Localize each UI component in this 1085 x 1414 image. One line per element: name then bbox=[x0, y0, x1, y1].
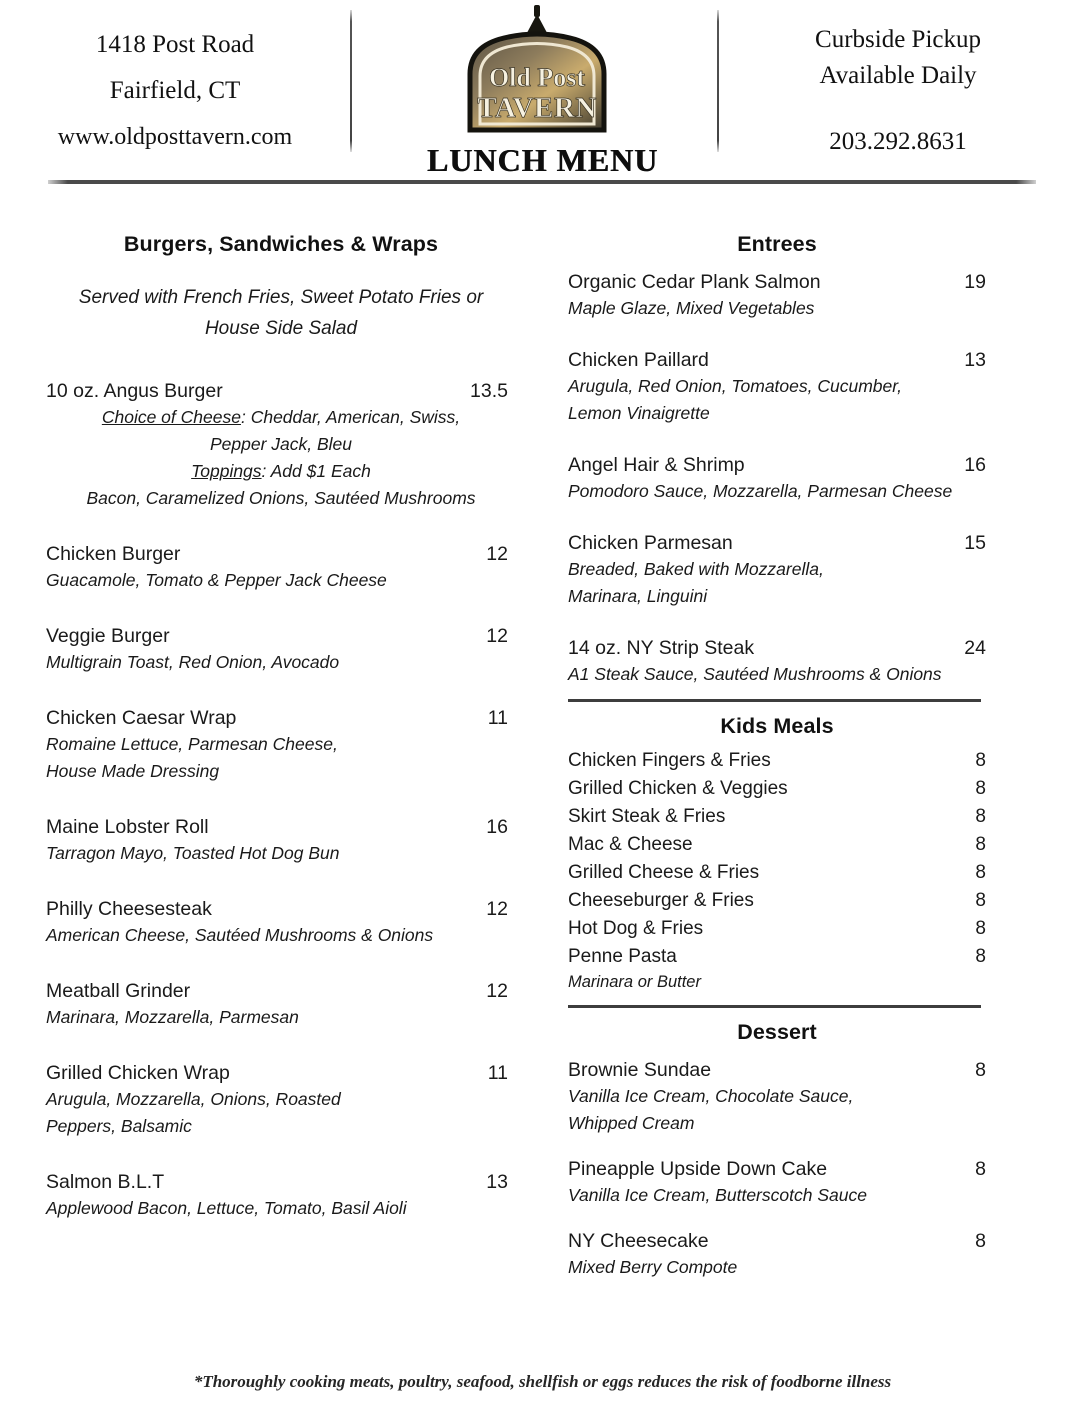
item-price: 8 bbox=[975, 946, 986, 967]
phone-number[interactable]: 203.292.8631 bbox=[829, 128, 967, 155]
item-description: Peppers, Balsamic bbox=[46, 1116, 192, 1136]
menu-item bbox=[568, 1059, 986, 1136]
menu-item-row bbox=[46, 980, 516, 1003]
item-price: 8 bbox=[975, 778, 986, 799]
item-name: Pineapple Upside Down Cake bbox=[568, 1158, 828, 1180]
item-name: Skirt Steak & Fries bbox=[568, 806, 726, 827]
toppings-label: Toppings bbox=[191, 461, 262, 481]
toppings-price: : Add $1 Each bbox=[261, 461, 371, 481]
separator-entrees-kids bbox=[568, 699, 981, 702]
item-name: Chicken Caesar Wrap bbox=[46, 707, 237, 729]
menu-item-row bbox=[568, 532, 986, 555]
section-title-burgers: Burgers, Sandwiches & Wraps bbox=[123, 232, 439, 256]
item-description: Marinara, Mozzarella, Parmesan bbox=[46, 1007, 299, 1027]
menu-item-row bbox=[46, 625, 516, 648]
item-description: American Cheese, Sautéed Mushrooms & Onions bbox=[46, 925, 434, 945]
menu-item bbox=[568, 454, 986, 504]
item-price: 8 bbox=[975, 750, 986, 771]
header-divider-right bbox=[717, 10, 719, 152]
kids-menu-item bbox=[568, 915, 986, 943]
logo-text-line-1: Old Post bbox=[488, 63, 586, 92]
menu-header bbox=[0, 0, 1085, 182]
item-name: Brownie Sundae bbox=[568, 1059, 712, 1081]
website-link[interactable]: www.oldposttavern.com bbox=[57, 124, 293, 150]
menu-item bbox=[46, 980, 516, 1030]
menu-item-row bbox=[46, 816, 516, 839]
item-price: 12 bbox=[486, 543, 508, 565]
left-menu-item-list bbox=[46, 543, 516, 1221]
item-name: Grilled Chicken Wrap bbox=[46, 1062, 230, 1084]
item-name: Penne Pasta bbox=[568, 946, 677, 967]
address-line-2: Fairfield, CT bbox=[109, 77, 241, 104]
item-price: 8 bbox=[975, 834, 986, 855]
item-price: 8 bbox=[975, 1158, 986, 1180]
menu-item-row bbox=[568, 637, 986, 660]
kids-pasta-note: Marinara or Butter bbox=[568, 973, 701, 991]
item-name: Organic Cedar Plank Salmon bbox=[568, 271, 821, 293]
item-description: Guacamole, Tomato & Pepper Jack Cheese bbox=[46, 570, 387, 590]
menu-item bbox=[46, 1171, 516, 1221]
cheese-list: : Cheddar, American, Swiss, bbox=[240, 407, 461, 427]
menu-item bbox=[568, 1158, 986, 1208]
menu-item-row bbox=[46, 898, 516, 921]
kids-menu-item bbox=[568, 943, 986, 971]
item-name: Grilled Chicken & Veggies bbox=[568, 778, 788, 799]
menu-item bbox=[46, 625, 516, 675]
item-name: Chicken Parmesan bbox=[568, 532, 733, 554]
item-name: 14 oz. NY Strip Steak bbox=[568, 637, 755, 659]
item-price: 8 bbox=[975, 890, 986, 911]
column-entrees-kids-dessert bbox=[568, 182, 986, 1280]
item-price: 16 bbox=[486, 816, 508, 838]
item-description: Multigrain Toast, Red Onion, Avocado bbox=[46, 652, 340, 672]
item-name: Cheeseburger & Fries bbox=[568, 890, 754, 911]
item-price: 8 bbox=[975, 918, 986, 939]
pickup-line-2: Available Daily bbox=[819, 62, 977, 89]
item-name: Chicken Burger bbox=[46, 543, 181, 565]
item-price: 11 bbox=[487, 707, 508, 729]
item-name: Salmon B.L.T bbox=[46, 1171, 165, 1193]
menu-item-row bbox=[568, 1158, 986, 1181]
item-price: 8 bbox=[975, 806, 986, 827]
item-price: 15 bbox=[964, 532, 986, 554]
menu-item bbox=[46, 898, 516, 948]
toppings-list: Bacon, Caramelized Onions, Sautéed Mushrooms bbox=[86, 488, 476, 508]
item-description: Vanilla Ice Cream, Butterscotch Sauce bbox=[568, 1185, 867, 1205]
menu-item bbox=[568, 349, 986, 426]
section-title-kids: Kids Meals bbox=[720, 714, 834, 738]
entree-item-list bbox=[568, 271, 986, 687]
served-with-note: Served with French Fries, Sweet Potato Fries or House Side Salad bbox=[78, 287, 484, 339]
kids-item-list bbox=[568, 747, 986, 971]
header-address-block bbox=[30, 22, 320, 160]
item-price: 12 bbox=[486, 625, 508, 647]
dessert-item-list bbox=[568, 1059, 986, 1280]
menu-item-angus-burger bbox=[46, 380, 516, 511]
menu-item-row bbox=[568, 1230, 986, 1253]
header-divider-left bbox=[350, 10, 352, 152]
item-price: 24 bbox=[964, 637, 986, 659]
menu-item-row bbox=[568, 349, 986, 372]
item-cheese-options bbox=[46, 405, 516, 430]
item-description: Romaine Lettuce, Parmesan Cheese, bbox=[46, 734, 338, 754]
item-description: Tarragon Mayo, Toasted Hot Dog Bun bbox=[46, 843, 340, 863]
logo-text-line-2: TAVERN bbox=[477, 92, 597, 124]
item-description: Applewood Bacon, Lettuce, Tomato, Basil Aioli bbox=[46, 1198, 407, 1218]
kids-menu-item bbox=[568, 775, 986, 803]
menu-item-row bbox=[568, 271, 986, 294]
item-description: Arugula, Mozzarella, Onions, Roasted bbox=[46, 1089, 341, 1109]
item-name: 10 oz. Angus Burger bbox=[46, 380, 223, 402]
item-name: Mac & Cheese bbox=[568, 834, 693, 855]
cheese-label: Choice of Cheese bbox=[101, 407, 241, 427]
item-price: 16 bbox=[964, 454, 986, 476]
item-toppings-options bbox=[46, 459, 516, 484]
item-description: A1 Steak Sauce, Sautéed Mushrooms & Onions bbox=[568, 664, 942, 684]
item-price: 12 bbox=[486, 898, 508, 920]
menu-item-row bbox=[46, 543, 516, 566]
page-title: LUNCH MENU bbox=[426, 142, 659, 178]
menu-item bbox=[568, 637, 986, 687]
menu-item-row bbox=[46, 707, 516, 730]
item-price: 12 bbox=[486, 980, 508, 1002]
item-price: 11 bbox=[487, 1062, 508, 1084]
menu-item bbox=[46, 816, 516, 866]
item-description: Pomodoro Sauce, Mozzarella, Parmesan Cheese bbox=[568, 481, 953, 501]
item-price: 8 bbox=[975, 1059, 986, 1081]
item-name: Philly Cheesesteak bbox=[46, 898, 212, 920]
item-description: Breaded, Baked with Mozzarella, bbox=[568, 559, 824, 579]
menu-item-row bbox=[46, 1171, 516, 1194]
item-description: Maple Glaze, Mixed Vegetables bbox=[568, 298, 815, 318]
item-description: Arugula, Red Onion, Tomatoes, Cucumber, bbox=[568, 376, 902, 396]
item-name: Meatball Grinder bbox=[46, 980, 191, 1002]
section-title-dessert: Dessert bbox=[737, 1020, 817, 1044]
kids-menu-item bbox=[568, 831, 986, 859]
item-name: Grilled Cheese & Fries bbox=[568, 862, 760, 883]
menu-item bbox=[46, 1062, 516, 1139]
item-price: 8 bbox=[975, 1230, 986, 1252]
item-name: Maine Lobster Roll bbox=[46, 816, 209, 838]
kids-menu-item bbox=[568, 887, 986, 915]
item-name: NY Cheesecake bbox=[568, 1230, 709, 1252]
menu-item bbox=[568, 532, 986, 609]
item-price: 13 bbox=[486, 1171, 508, 1193]
kids-menu-item bbox=[568, 747, 986, 775]
footer-disclaimer: *Thoroughly cooking meats, poultry, seafood, shellfish or eggs reduces the risk of foodborne illness bbox=[193, 1372, 892, 1391]
item-description: House Made Dressing bbox=[46, 761, 220, 781]
menu-item bbox=[46, 707, 516, 784]
menu-item bbox=[46, 543, 516, 593]
pickup-line-1: Curbside Pickup bbox=[815, 26, 981, 53]
item-description: Mixed Berry Compote bbox=[568, 1257, 738, 1277]
menu-item-row bbox=[568, 454, 986, 477]
item-price: 8 bbox=[975, 862, 986, 883]
item-price: 19 bbox=[964, 271, 986, 293]
header-pickup-block bbox=[748, 22, 1048, 160]
section-title-entrees: Entrees bbox=[737, 232, 817, 256]
item-name: Veggie Burger bbox=[46, 625, 170, 647]
item-description: Marinara, Linguini bbox=[568, 586, 708, 606]
old-post-tavern-logo bbox=[452, 2, 622, 142]
item-name: Hot Dog & Fries bbox=[568, 918, 704, 939]
kids-menu-item bbox=[568, 859, 986, 887]
item-description: Vanilla Ice Cream, Chocolate Sauce, bbox=[568, 1086, 854, 1106]
menu-item-row bbox=[46, 1062, 516, 1085]
item-name: Angel Hair & Shrimp bbox=[568, 454, 745, 476]
item-name: Chicken Paillard bbox=[568, 349, 709, 371]
kids-menu-item bbox=[568, 803, 986, 831]
item-description: Lemon Vinaigrette bbox=[568, 403, 710, 423]
address-line-1: 1418 Post Road bbox=[95, 31, 255, 58]
item-description: Whipped Cream bbox=[568, 1113, 695, 1133]
menu-item bbox=[568, 1230, 986, 1280]
item-price: 13.5 bbox=[470, 380, 508, 402]
cheese-list-line-2: Pepper Jack, Bleu bbox=[209, 434, 353, 454]
column-burgers-sandwiches-wraps bbox=[46, 182, 516, 1221]
menu-item bbox=[568, 271, 986, 321]
menu-item-row bbox=[568, 1059, 986, 1082]
item-name: Chicken Fingers & Fries bbox=[568, 750, 771, 771]
separator-kids-dessert bbox=[568, 1005, 981, 1008]
item-price: 13 bbox=[964, 349, 986, 371]
